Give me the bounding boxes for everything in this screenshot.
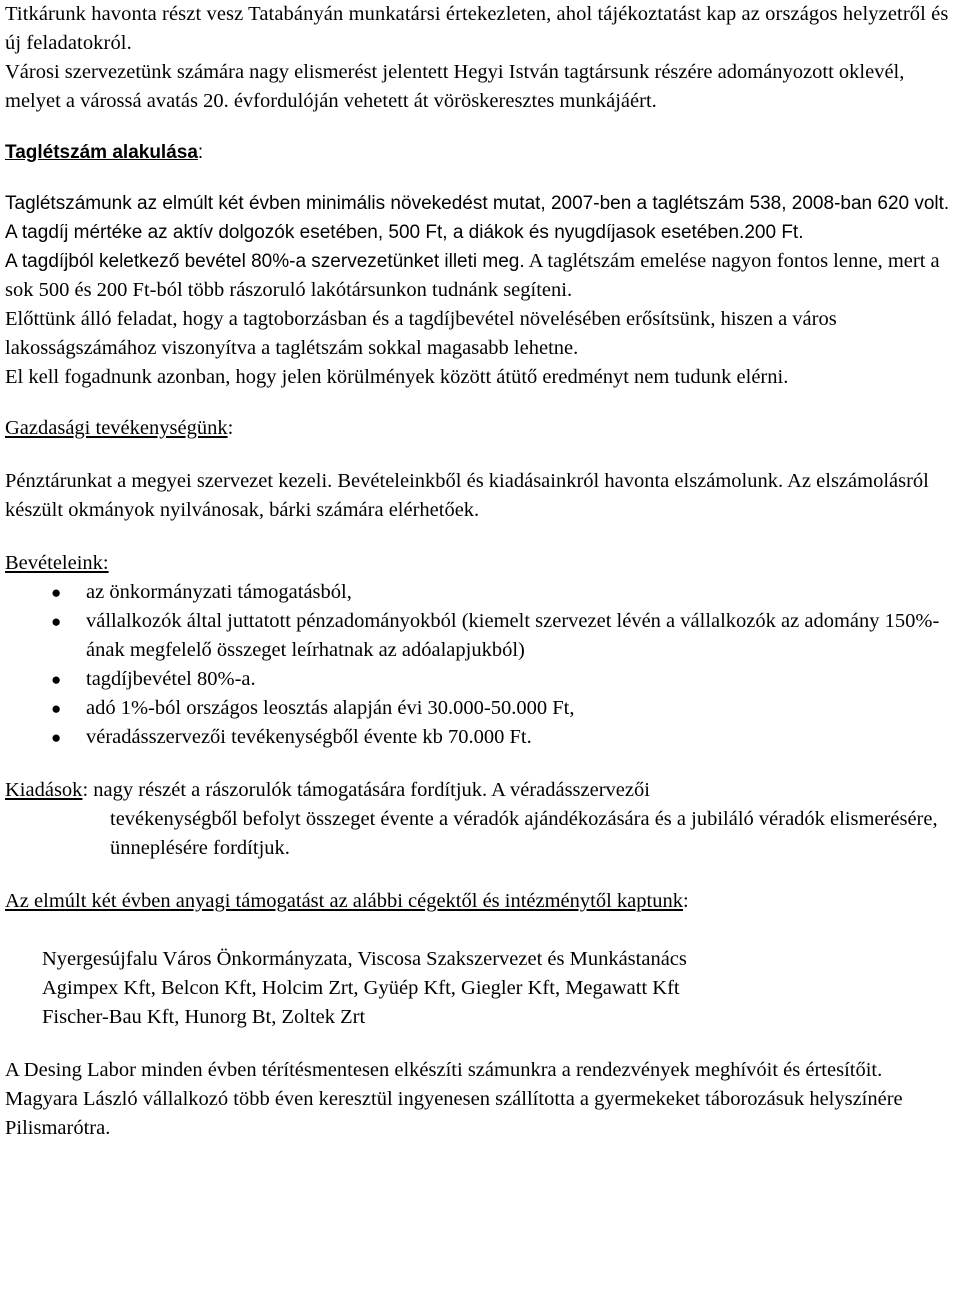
bullet-icon: ● [51, 670, 62, 689]
membership-heading-text: Taglétszám alakulása [5, 142, 198, 163]
intro-paragraph-1: Titkárunk havonta részt vesz Tatabányán munkatársi értekezleten, ahol tájékoztatást kap az országos helyzetről és új feladatokról. [5, 3, 949, 54]
support-heading [5, 887, 960, 916]
income-list [5, 578, 960, 752]
list-item [5, 723, 960, 752]
document-page [5, 0, 960, 1143]
membership-paragraph-3 [5, 247, 960, 305]
economy-heading-text: Gazdasági tevékenységünk [5, 417, 228, 439]
sponsor-line: Fischer-Bau Kft, Hunorg Bt, Zoltek Zrt [42, 1006, 366, 1028]
list-item [5, 665, 960, 694]
economy-paragraph: Pénztárunkat a megyei szervezet kezeli. Bevételeinkből és kiadásainkról havonta elszámolunk. Az elszámolásról készült okmányok nyilvánosak, bárki számára elérhetőek. [5, 470, 929, 521]
expenses-label-sep: : [82, 779, 94, 801]
intro-paragraph-2: Városi szervezetünk számára nagy elismerést jelentett Hegyi István tagtársunk részére adományozott oklevél, melyet a várossá avatás 20. évfordulóján vehetett át vöröskeresztes munkájáért. [5, 61, 905, 112]
expenses-first-line: nagy részét a rászorulók támogatására fordítjuk. A véradásszervezői [93, 779, 650, 801]
membership-heading [5, 138, 960, 167]
sponsor-list [5, 945, 960, 1032]
income-heading [5, 549, 960, 578]
income-heading-text: Bevételeink: [5, 552, 109, 574]
list-item [5, 694, 960, 723]
list-item [5, 578, 960, 607]
income-item-text: vállalkozók által juttatott pénzadományokból (kiemelt szervezet lévén a vállalkozók az adomány 150%-ának megfelelő összeget leírhatnak az adóalapjukból) [86, 610, 940, 661]
membership-paragraph-5: El kell fogadnunk azonban, hogy jelen körülmények között átütő eredményt nem tudunk elérni. [5, 366, 789, 388]
closing-paragraph-1: A Desing Labor minden évben térítésmentesen elkészíti számunkra a rendezvények meghívóit és értesítőit. [5, 1059, 883, 1081]
list-item [5, 607, 960, 665]
sponsor-line: Nyergesújfalu Város Önkormányzata, Viscosa Szakszervezet és Munkástanács [42, 948, 687, 970]
support-heading-colon: : [682, 890, 689, 912]
membership-paragraph-3b: A taglétszám emelése nagyon fontos lenne, mert a sok 500 és 200 Ft-ból több rászoruló lakótársunkon tudnánk segíteni. [5, 250, 940, 301]
expenses-label: Kiadások [5, 779, 83, 801]
membership-paragraph-4: Előttünk álló feladat, hogy a tagtoborzásban és a tagdíjbevétel növelésében erősítsünk, hiszen a város lakosságszámához viszonyítva a taglétszám sokkal magasabb lehetne. [5, 308, 837, 359]
expenses-continuation: tevékenységből befolyt összeget évente a véradók ajándékozására és a jubiláló véradók elismerésére, ünneplésére fordítjuk. [110, 808, 938, 859]
income-item-text: adó 1%-ból országos leosztás alapján évi 30.000-50.000 Ft, [86, 697, 575, 719]
bullet-icon: ● [51, 612, 62, 631]
income-item-text: tagdíjbevétel 80%-a. [86, 668, 256, 690]
membership-heading-colon: : [197, 142, 204, 163]
income-item-text: véradásszervezői tevékenységből évente kb 70.000 Ft. [86, 726, 532, 748]
membership-paragraph-3a: A tagdíjból keletkező bevétel 80%-a szervezetünket illeti meg. [5, 251, 525, 272]
sponsor-line: Agimpex Kft, Belcon Kft, Holcim Zrt, Gyüép Kft, Giegler Kft, Megawatt Kft [42, 977, 680, 999]
expenses-line-1 [5, 776, 960, 805]
economy-heading-colon: : [227, 417, 234, 439]
income-item-text: az önkormányzati támogatásból, [86, 581, 352, 603]
closing-paragraph-2: Magyara László vállalkozó több éven keresztül ingyenesen szállította a gyermekeket táborozásuk helyszínére Pilismarótra. [5, 1088, 903, 1139]
bullet-icon: ● [51, 583, 62, 602]
membership-paragraph-1: Taglétszámunk az elmúlt két évben minimális növekedést mutat, 2007-ben a taglétszám 538, 2008-ban 620 volt. [5, 193, 950, 214]
bullet-icon: ● [51, 699, 62, 718]
bullet-icon: ● [51, 728, 62, 747]
economy-heading [5, 414, 960, 443]
membership-paragraph-2: A tagdíj mértéke az aktív dolgozók esetében, 500 Ft, a diákok és nyugdíjasok esetében.200 Ft. [5, 222, 804, 243]
support-heading-text: Az elmúlt két évben anyagi támogatást az alábbi cégektől és intézménytől kaptunk [5, 890, 683, 912]
